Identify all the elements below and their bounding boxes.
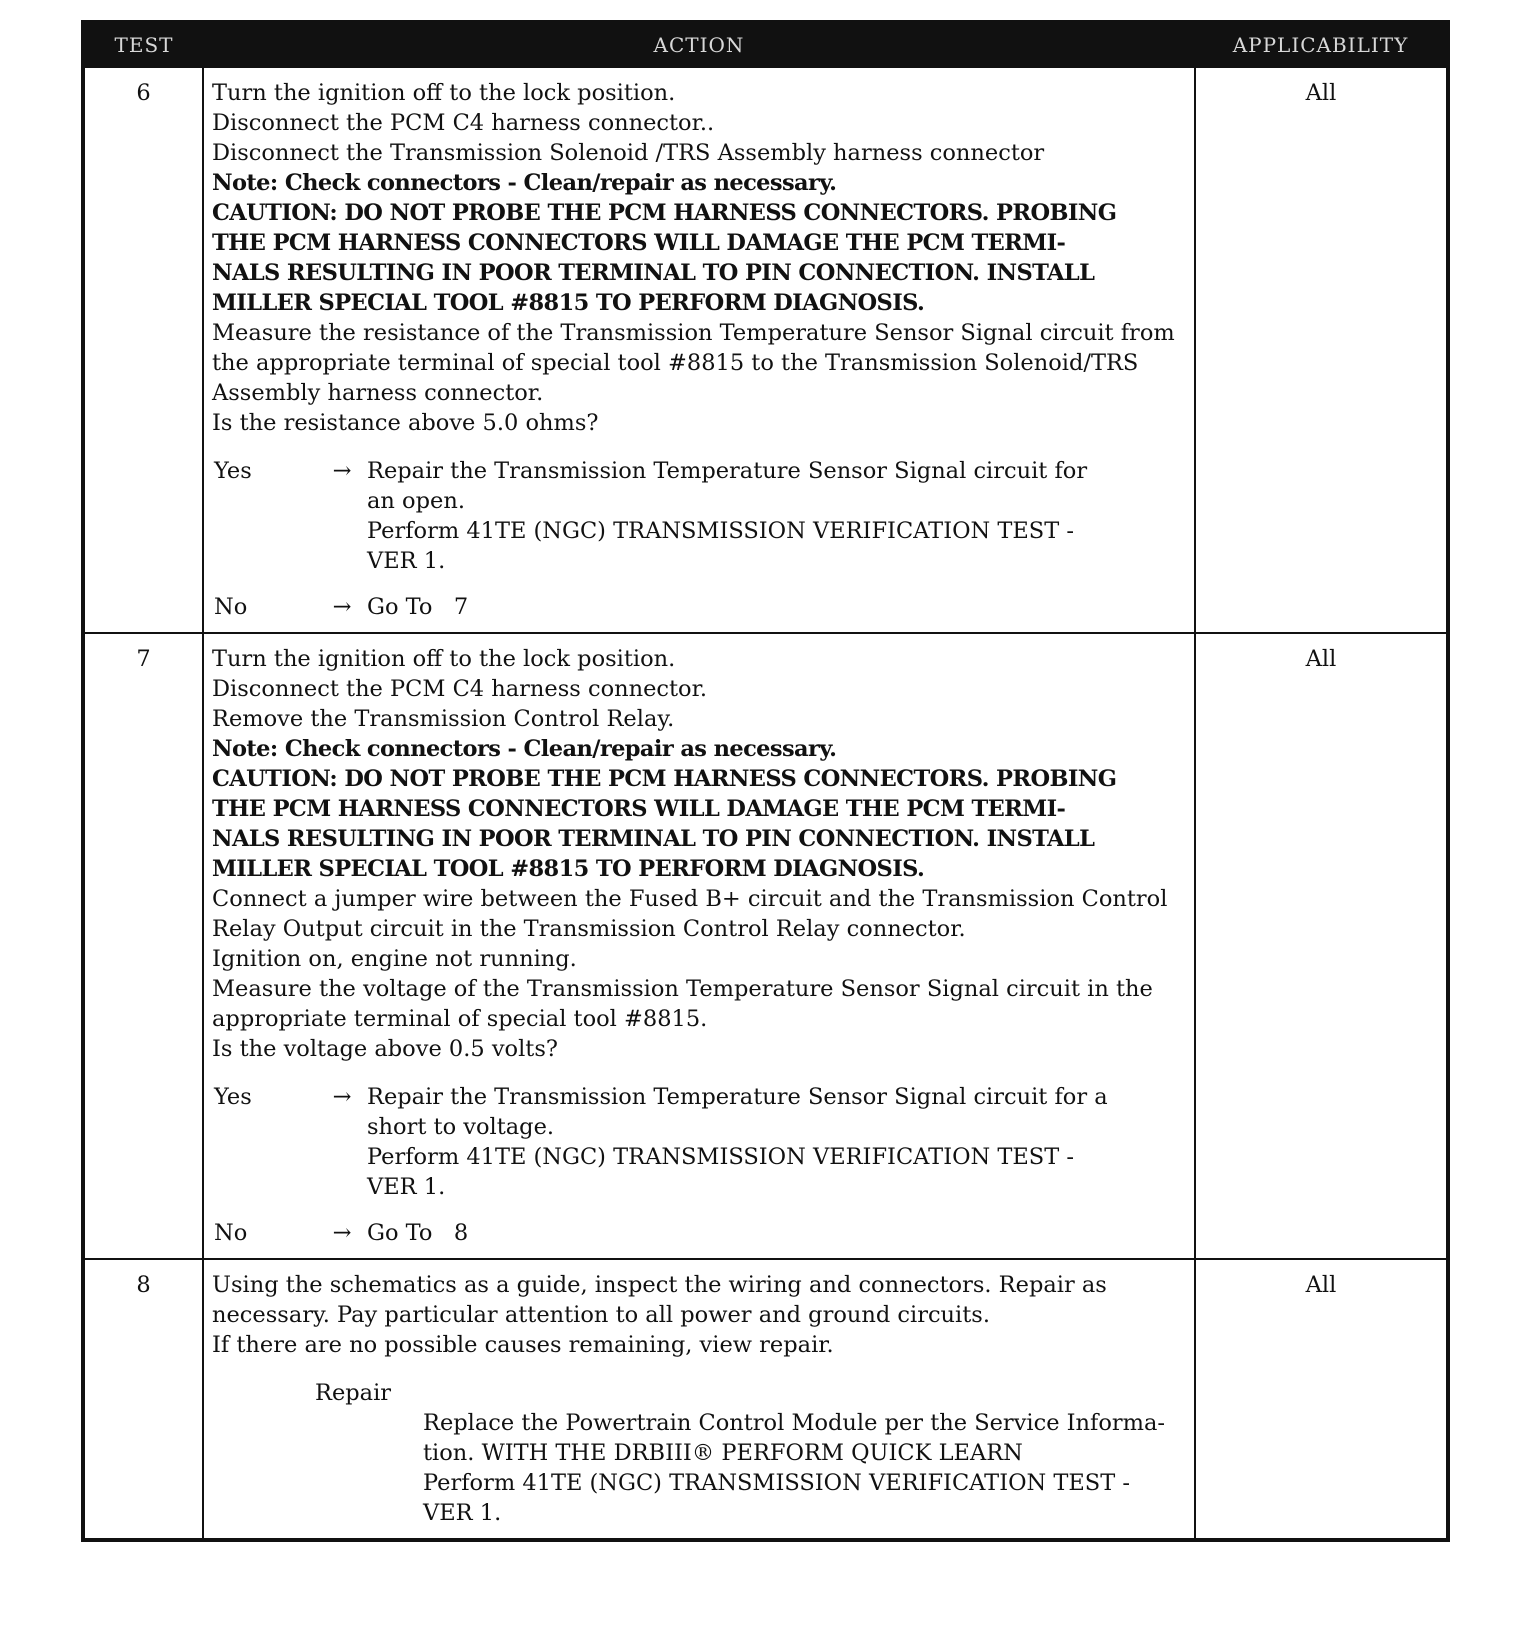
action-line: Turn the ignition off to the lock position. (212, 646, 676, 672)
applicability-value: All (1195, 67, 1448, 633)
caution-line: NALS RESULTING IN POOR TERMINAL TO PIN CONNECTION. INSTALL (212, 260, 1095, 286)
yes-line: Perform 41TE (NGC) TRANSMISSION VERIFICATION TEST - (367, 518, 1074, 544)
applicability-value: All (1195, 633, 1448, 1259)
action-cell (203, 67, 1195, 633)
caution-line: MILLER SPECIAL TOOL #8815 TO PERFORM DIAGNOSIS. (212, 290, 925, 316)
outcome-no (212, 592, 1188, 622)
test-number: 6 (83, 67, 203, 633)
action-line: Remove the Transmission Control Relay. (212, 706, 675, 732)
yes-line: Repair the Transmission Temperature Sensor Signal circuit for (367, 458, 1088, 484)
caution-line: THE PCM HARNESS CONNECTORS WILL DAMAGE THE PCM TERMI- (212, 796, 1066, 822)
header-action: ACTION (203, 22, 1195, 67)
yes-text (367, 456, 1188, 576)
repair-line: Perform 41TE (NGC) TRANSMISSION VERIFICATION TEST - (423, 1470, 1130, 1496)
action-line: Assembly harness connector. (212, 380, 544, 406)
yes-line: short to voltage. (367, 1114, 555, 1140)
action-line: Using the schematics as a guide, inspect the wiring and connectors. Repair as (212, 1272, 1107, 1298)
yes-line: an open. (367, 488, 465, 514)
question-line: Is the voltage above 0.5 volts? (212, 1036, 558, 1062)
header-test: TEST (83, 22, 203, 67)
action-line: Disconnect the PCM C4 harness connector. (212, 676, 708, 702)
repair-line: Replace the Powertrain Control Module per the Service Informa- (423, 1410, 1166, 1436)
action-cell (203, 1259, 1195, 1540)
outcome-no (212, 1218, 1188, 1248)
action-line: If there are no possible causes remaining, view repair. (212, 1332, 834, 1358)
right-arrow-icon: → (332, 1220, 352, 1246)
caution-line: THE PCM HARNESS CONNECTORS WILL DAMAGE THE PCM TERMI- (212, 230, 1066, 256)
yes-line: VER 1. (367, 548, 446, 574)
no-label: No (214, 594, 248, 620)
test-number: 8 (83, 1259, 203, 1540)
action-line: Disconnect the Transmission Solenoid /TRS Assembly harness connector (212, 140, 1045, 166)
diagnostic-table (81, 20, 1450, 1542)
no-text: Go To 8 (367, 1220, 469, 1246)
right-arrow-icon: → (332, 1084, 352, 1110)
question-line: Is the resistance above 5.0 ohms? (212, 410, 599, 436)
outcomes (212, 456, 1188, 622)
yes-label: Yes (214, 458, 252, 484)
action-line: the appropriate terminal of special tool #8815 to the Transmission Solenoid/TRS (212, 350, 1139, 376)
right-arrow-icon: → (332, 594, 352, 620)
action-line: Ignition on, engine not running. (212, 946, 577, 972)
action-line: Disconnect the PCM C4 harness connector.. (212, 110, 715, 136)
table-header-row (83, 22, 1448, 67)
repair-line: tion. WITH THE DRBIII® PERFORM QUICK LEARN (423, 1440, 1023, 1466)
header-applicability: APPLICABILITY (1195, 22, 1448, 67)
caution-line: NALS RESULTING IN POOR TERMINAL TO PIN CONNECTION. INSTALL (212, 826, 1095, 852)
no-label: No (214, 1220, 248, 1246)
applicability-value: All (1195, 1259, 1448, 1540)
yes-line: VER 1. (367, 1174, 446, 1200)
table-row (83, 1259, 1448, 1540)
note-line: Note: Check connectors - Clean/repair as necessary. (212, 736, 837, 762)
right-arrow-icon: → (332, 458, 352, 484)
repair-line: VER 1. (423, 1500, 502, 1526)
test-number: 7 (83, 633, 203, 1259)
yes-label: Yes (214, 1084, 252, 1110)
action-line: Turn the ignition off to the lock position. (212, 80, 676, 106)
yes-line: Perform 41TE (NGC) TRANSMISSION VERIFICATION TEST - (367, 1144, 1074, 1170)
table-row (83, 67, 1448, 633)
outcome-yes (212, 456, 1188, 576)
table-row (83, 633, 1448, 1259)
yes-text (367, 1082, 1188, 1202)
action-cell (203, 633, 1195, 1259)
action-line: Relay Output circuit in the Transmission Control Relay connector. (212, 916, 966, 942)
outcomes (212, 1082, 1188, 1248)
action-line: Measure the resistance of the Transmission Temperature Sensor Signal circuit from (212, 320, 1175, 346)
action-line: Measure the voltage of the Transmission Temperature Sensor Signal circuit in the (212, 976, 1153, 1002)
action-line: necessary. Pay particular attention to all power and ground circuits. (212, 1302, 990, 1328)
action-line: appropriate terminal of special tool #8815. (212, 1006, 708, 1032)
action-line: Connect a jumper wire between the Fused B+ circuit and the Transmission Control (212, 886, 1168, 912)
caution-line: MILLER SPECIAL TOOL #8815 TO PERFORM DIAGNOSIS. (212, 856, 925, 882)
outcome-yes (212, 1082, 1188, 1202)
note-line: Note: Check connectors - Clean/repair as necessary. (212, 170, 837, 196)
repair-block (212, 1378, 1188, 1528)
no-text: Go To 7 (367, 594, 469, 620)
yes-line: Repair the Transmission Temperature Sensor Signal circuit for a (367, 1084, 1108, 1110)
repair-text (315, 1408, 1188, 1528)
caution-line: CAUTION: DO NOT PROBE THE PCM HARNESS CONNECTORS. PROBING (212, 766, 1117, 792)
repair-label: Repair (315, 1380, 392, 1406)
caution-line: CAUTION: DO NOT PROBE THE PCM HARNESS CONNECTORS. PROBING (212, 200, 1117, 226)
